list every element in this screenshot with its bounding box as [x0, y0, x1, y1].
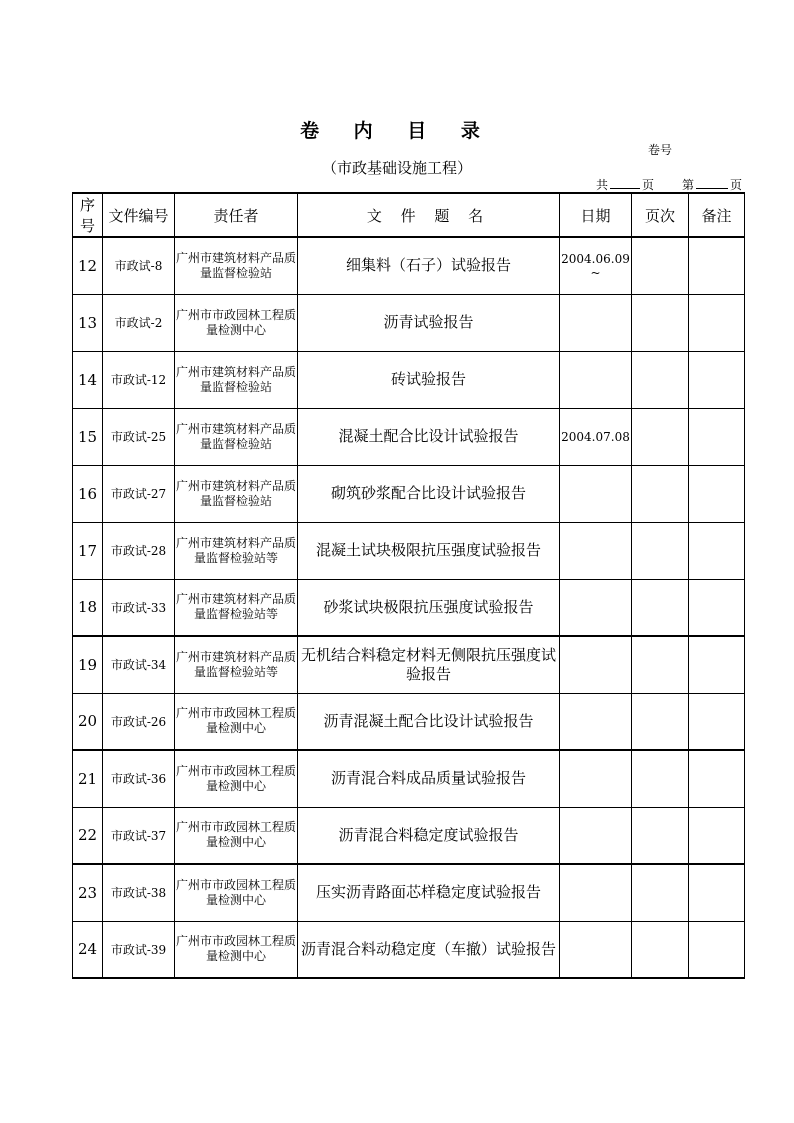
doc-title-cell: 砌筑砂浆配合比设计试验报告 [298, 465, 560, 522]
file-no-cell: 市政试-38 [103, 864, 175, 921]
remarks-cell [689, 465, 745, 522]
remarks-cell [689, 921, 745, 978]
pages-cell [632, 921, 689, 978]
remarks-cell [689, 636, 745, 693]
responsible-cell: 广州市建筑材料产品质量监督检验站 [175, 465, 298, 522]
seq-cell: 13 [73, 294, 103, 351]
col-header-file-no: 文件编号 [103, 193, 175, 237]
file-no-cell: 市政试-37 [103, 807, 175, 864]
remarks-cell [689, 693, 745, 750]
table-row [73, 294, 745, 351]
current-page-unit: 页 [730, 178, 743, 192]
file-no-cell: 市政试-25 [103, 408, 175, 465]
responsible-cell: 广州市建筑材料产品质量监督检验站 [175, 351, 298, 408]
seq-cell: 21 [73, 750, 103, 807]
table-row [73, 864, 745, 921]
pages-cell [632, 522, 689, 579]
pages-cell [632, 294, 689, 351]
table-row [73, 351, 745, 408]
file-no-cell: 市政试-26 [103, 693, 175, 750]
seq-cell: 12 [73, 237, 103, 294]
responsible-cell: 广州市建筑材料产品质量监督检验站 [175, 237, 298, 294]
doc-title-cell: 沥青混凝土配合比设计试验报告 [298, 693, 560, 750]
seq-cell: 14 [73, 351, 103, 408]
doc-title-cell: 沥青混合料成品质量试验报告 [298, 750, 560, 807]
doc-title-cell: 无机结合料稳定材料无侧限抗压强度试验报告 [298, 636, 560, 693]
responsible-cell: 广州市建筑材料产品质量监督检验站等 [175, 522, 298, 579]
table-row [73, 807, 745, 864]
responsible-cell: 广州市市政园林工程质量检测中心 [175, 864, 298, 921]
remarks-cell [689, 294, 745, 351]
page-title: 卷 内 目 录 [300, 120, 494, 142]
col-header-pages: 页次 [632, 193, 689, 237]
date-cell [560, 750, 632, 807]
responsible-cell: 广州市市政园林工程质量检测中心 [175, 294, 298, 351]
doc-title-cell: 压实沥青路面芯样稳定度试验报告 [298, 864, 560, 921]
total-pages-blank [610, 188, 640, 189]
pages-cell [632, 750, 689, 807]
seq-cell: 15 [73, 408, 103, 465]
file-no-cell: 市政试-2 [103, 294, 175, 351]
doc-title-cell: 混凝土配合比设计试验报告 [298, 408, 560, 465]
date-cell [560, 921, 632, 978]
seq-cell: 24 [73, 921, 103, 978]
date-cell [560, 864, 632, 921]
current-page-blank [696, 188, 728, 189]
doc-title-cell: 沥青混合料稳定度试验报告 [298, 807, 560, 864]
col-header-doc-title: 文 件 题 名 [298, 193, 560, 237]
remarks-cell [689, 237, 745, 294]
file-no-cell: 市政试-28 [103, 522, 175, 579]
current-label: 第 [682, 178, 695, 192]
remarks-cell [689, 807, 745, 864]
responsible-cell: 广州市建筑材料产品质量监督检验站等 [175, 579, 298, 636]
table-header-row [73, 193, 745, 237]
seq-cell: 16 [73, 465, 103, 522]
date-cell [560, 693, 632, 750]
date-cell [560, 465, 632, 522]
page-subtitle: （市政基础设施工程） [321, 159, 472, 177]
col-header-seq: 序号 [73, 193, 103, 237]
table-row [73, 408, 745, 465]
table-row [73, 579, 745, 636]
pages-cell [632, 693, 689, 750]
file-no-cell: 市政试-8 [103, 237, 175, 294]
table-row [73, 465, 745, 522]
remarks-cell [689, 351, 745, 408]
doc-title-cell: 沥青试验报告 [298, 294, 560, 351]
table-row [73, 921, 745, 978]
pages-cell [632, 636, 689, 693]
responsible-cell: 广州市市政园林工程质量检测中心 [175, 921, 298, 978]
pages-cell [632, 237, 689, 294]
table-row [73, 693, 745, 750]
file-no-cell: 市政试-27 [103, 465, 175, 522]
date-cell [560, 636, 632, 693]
page-count-line [596, 176, 744, 192]
pages-cell [632, 807, 689, 864]
file-no-cell: 市政试-39 [103, 921, 175, 978]
seq-cell: 22 [73, 807, 103, 864]
catalog-table [72, 192, 745, 979]
seq-cell: 23 [73, 864, 103, 921]
responsible-cell: 广州市市政园林工程质量检测中心 [175, 807, 298, 864]
remarks-cell [689, 408, 745, 465]
responsible-cell: 广州市建筑材料产品质量监督检验站等 [175, 636, 298, 693]
doc-title-cell: 沥青混合料动稳定度（车撤）试验报告 [298, 921, 560, 978]
remarks-cell [689, 864, 745, 921]
date-cell [560, 351, 632, 408]
remarks-cell [689, 522, 745, 579]
date-value: 2004.06.09 [561, 251, 630, 266]
pages-cell [632, 408, 689, 465]
date-cell [560, 579, 632, 636]
date-cell [560, 807, 632, 864]
seq-cell: 17 [73, 522, 103, 579]
doc-title-cell: 砂浆试块极限抗压强度试验报告 [298, 579, 560, 636]
date-range-mark: ~ [590, 265, 601, 280]
seq-cell: 20 [73, 693, 103, 750]
col-header-date: 日期 [560, 193, 632, 237]
seq-cell: 18 [73, 579, 103, 636]
responsible-cell: 广州市建筑材料产品质量监督检验站 [175, 408, 298, 465]
table-row [73, 750, 745, 807]
file-no-cell: 市政试-33 [103, 579, 175, 636]
date-cell [560, 237, 632, 294]
total-page-unit: 页 [642, 178, 655, 192]
pages-cell [632, 864, 689, 921]
seq-cell: 19 [73, 636, 103, 693]
file-no-cell: 市政试-34 [103, 636, 175, 693]
responsible-cell: 广州市市政园林工程质量检测中心 [175, 750, 298, 807]
doc-title-cell: 砖试验报告 [298, 351, 560, 408]
col-header-responsible: 责任者 [175, 193, 298, 237]
doc-title-cell: 混凝土试块极限抗压强度试验报告 [298, 522, 560, 579]
doc-title-cell: 细集料（石子）试验报告 [298, 237, 560, 294]
date-cell: 2004.07.08 [560, 408, 632, 465]
remarks-cell [689, 579, 745, 636]
total-label: 共 [596, 178, 609, 192]
table-row [73, 522, 745, 579]
date-cell [560, 522, 632, 579]
table-row [73, 636, 745, 693]
pages-cell [632, 465, 689, 522]
col-header-remarks: 备注 [689, 193, 745, 237]
date-cell [560, 294, 632, 351]
file-no-cell: 市政试-36 [103, 750, 175, 807]
table-row [73, 237, 745, 294]
remarks-cell [689, 750, 745, 807]
pages-cell [632, 351, 689, 408]
file-no-cell: 市政试-12 [103, 351, 175, 408]
volume-number-label: 卷号 [648, 143, 673, 157]
responsible-cell: 广州市市政园林工程质量检测中心 [175, 693, 298, 750]
pages-cell [632, 579, 689, 636]
